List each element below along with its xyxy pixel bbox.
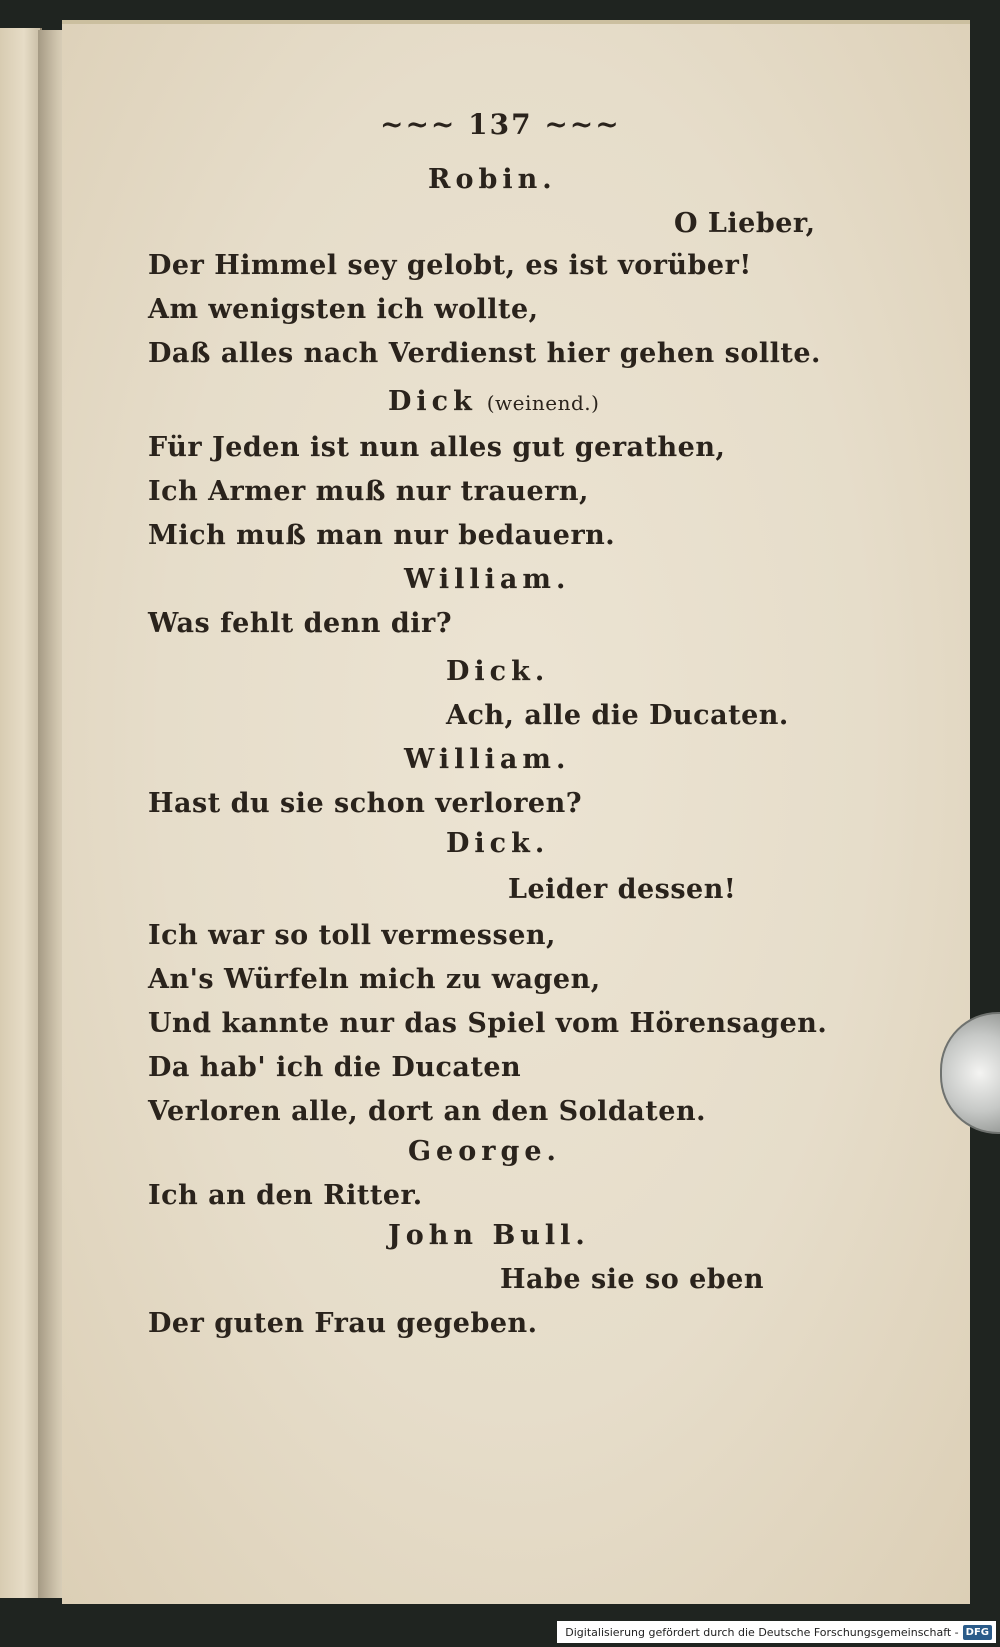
speaker-name: Dick — [388, 386, 477, 417]
speaker-william: William. — [404, 564, 571, 595]
page-number: ~~~ 137 ~~~ — [380, 108, 621, 141]
speaker-robin: Robin. — [428, 164, 557, 195]
verse-line: Ich an den Ritter. — [148, 1180, 423, 1211]
verse-line: Was fehlt denn dir? — [148, 608, 453, 639]
verse-line: Der Himmel sey gelobt, es ist vorüber! — [148, 250, 752, 281]
speaker-william: William. — [404, 744, 571, 775]
verse-line: Ich Armer muß nur trauern, — [148, 476, 589, 507]
verse-line: Da hab' ich die Ducaten — [148, 1052, 522, 1083]
verse-line: Habe sie so eben — [500, 1264, 764, 1295]
verse-line: Verloren alle, dort an den Soldaten. — [148, 1096, 706, 1127]
verse-line: Ich war so toll vermessen, — [148, 920, 556, 951]
speaker-john-bull: John Bull. — [388, 1220, 590, 1251]
speaker-dick — [388, 386, 599, 417]
speaker-dick: Dick. — [446, 656, 550, 687]
verse-line: Mich muß man nur bedauern. — [148, 520, 616, 551]
verse-line: O Lieber, — [674, 208, 816, 239]
book-page — [62, 20, 970, 1604]
verse-line: Hast du sie schon verloren? — [148, 788, 583, 819]
digitization-footer — [557, 1621, 996, 1643]
verse-line: An's Würfeln mich zu wagen, — [148, 964, 601, 995]
verse-line: Und kannte nur das Spiel vom Hörensagen. — [148, 1008, 828, 1039]
previous-page-edge — [0, 28, 42, 1598]
verse-line: Daß alles nach Verdienst hier gehen sollte. — [148, 338, 821, 369]
verse-line: Am wenigsten ich wollte, — [148, 294, 539, 325]
speaker-george: George. — [408, 1136, 561, 1167]
verse-line: Für Jeden ist nun alles gut gerathen, — [148, 432, 726, 463]
speaker-dick: Dick. — [446, 828, 550, 859]
dfg-logo: DFG — [963, 1625, 992, 1640]
verse-line: Ach, alle die Ducaten. — [446, 700, 789, 731]
funding-notice: Digitalisierung gefördert durch die Deutsche Forschungsgemeinschaft - — [565, 1625, 959, 1639]
verse-line: Leider dessen! — [508, 874, 737, 905]
stage-direction: (weinend.) — [486, 391, 600, 415]
verse-line: Der guten Frau gegeben. — [148, 1308, 538, 1339]
